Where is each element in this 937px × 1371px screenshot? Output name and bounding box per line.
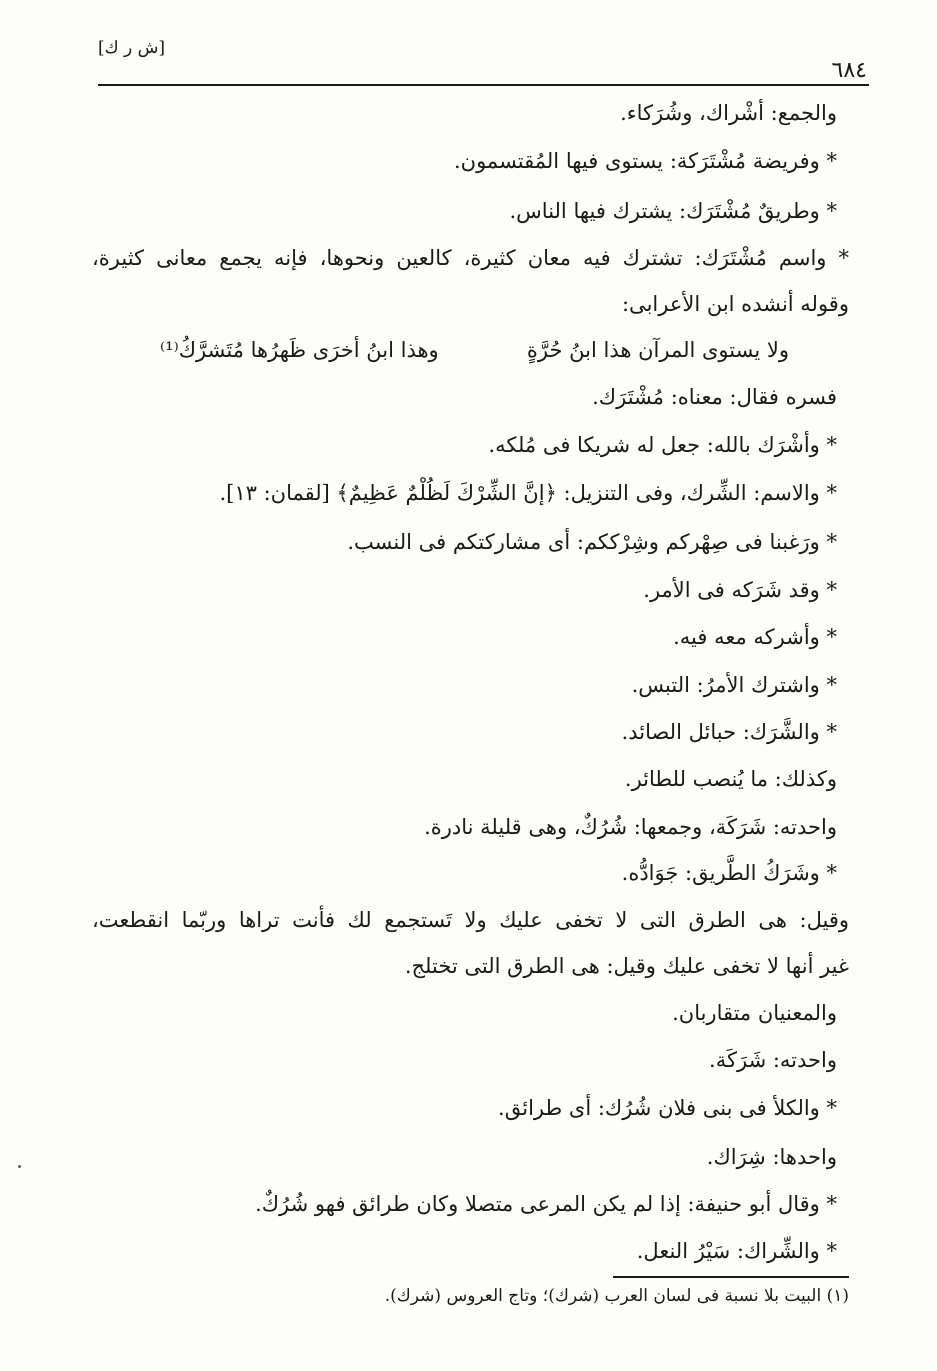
body-line: والجمع: أشْراك، وشُرَكاء. (620, 101, 837, 125)
body-line: * والكلأ فى بنى فلان شُرُك: أى طرائق. (498, 1096, 837, 1120)
body-line: * والشِّراك: سَيْرُ النعل. (636, 1239, 837, 1263)
verse-first-hemistich: ولا يستوى المرآن هذا ابنُ حُرَّةٍ (526, 338, 789, 362)
body-line: واحدته: شَرَكَة، وجمعها: شُرُكٌ، وهى قليلة نادرة. (424, 815, 837, 839)
body-line: * وشَرَكُ الطَّريق: جَوَادُّه. (621, 861, 837, 885)
body-line: * واسم مُشْتَرَك: تشترك فيه معان كثيرة، كالعين ونحوها، فإنه يجمع معانى كثيرة، (92, 246, 849, 270)
body-line: * واشترك الأمرُ: التبس. (631, 673, 837, 697)
body-line: * وأشركه معه فيه. (673, 625, 837, 649)
body-line: * وفريضة مُشْتَرَكة: يستوى فيها المُقتسمون. (453, 149, 837, 173)
verse-second-hemistich: وهذا ابنُ أخرَى ظَهرُها مُتَشرَّكُ⁽¹⁾ (160, 338, 439, 362)
body-line: فسره فقال: معناه: مُشْتَرَك. (592, 385, 837, 409)
body-line: والمعنيان متقاربان. (672, 1001, 837, 1025)
body-line: وقيل: هى الطرق التى لا تخفى عليك ولا تَستجمع لك فأنت تراها وربّما انقطعت، (92, 908, 849, 932)
footnote-rule (613, 1276, 849, 1278)
body-line: * والاسم: الشِّرك، وفى التنزيل: ﴿إنَّ الشِّرْكَ لَظُلْمٌ عَظِيمٌ﴾ [لقمان: ١٣]. (219, 481, 837, 505)
body-line: * وقد شَرَكه فى الأمر. (643, 578, 837, 602)
body-line: * ورَغبنا فى صِهْركم وشِرْككم: أى مشاركتكم فى النسب. (347, 530, 837, 554)
margin-dot (18, 1165, 21, 1168)
footnote: (١) البيت بلا نسبة فى لسان العرب (شرك)؛ وتاج العروس (شرك). (384, 1286, 849, 1306)
root-header: [ش ر ك] (98, 38, 166, 58)
body-line: * وأشْرَك بالله: جعل له شريكا فى مُلكه. (488, 433, 837, 457)
body-line: واحدته: شَرَكَة. (709, 1048, 837, 1072)
body-line: واحدها: شِرَاك. (706, 1145, 837, 1169)
poetry-verse (160, 335, 789, 365)
body-line: وقوله أنشده ابن الأعرابى: (621, 292, 849, 316)
header-rule (98, 84, 869, 86)
body-line: * وقال أبو حنيفة: إذا لم يكن المرعى متصلا وكان طرائق فهو شُرُكٌ. (255, 1192, 837, 1216)
page-number: ٦٨٤ (831, 58, 867, 83)
body-line: * والشَّرَك: حبائل الصائد. (621, 720, 837, 744)
body-line: غير أنها لا تخفى عليك وقيل: هى الطرق التى تختلج. (404, 954, 849, 978)
body-line: * وطريقٌ مُشْتَرَك: يشترك فيها الناس. (509, 199, 837, 223)
body-line: وكذلك: ما يُنصب للطائر. (624, 767, 837, 791)
